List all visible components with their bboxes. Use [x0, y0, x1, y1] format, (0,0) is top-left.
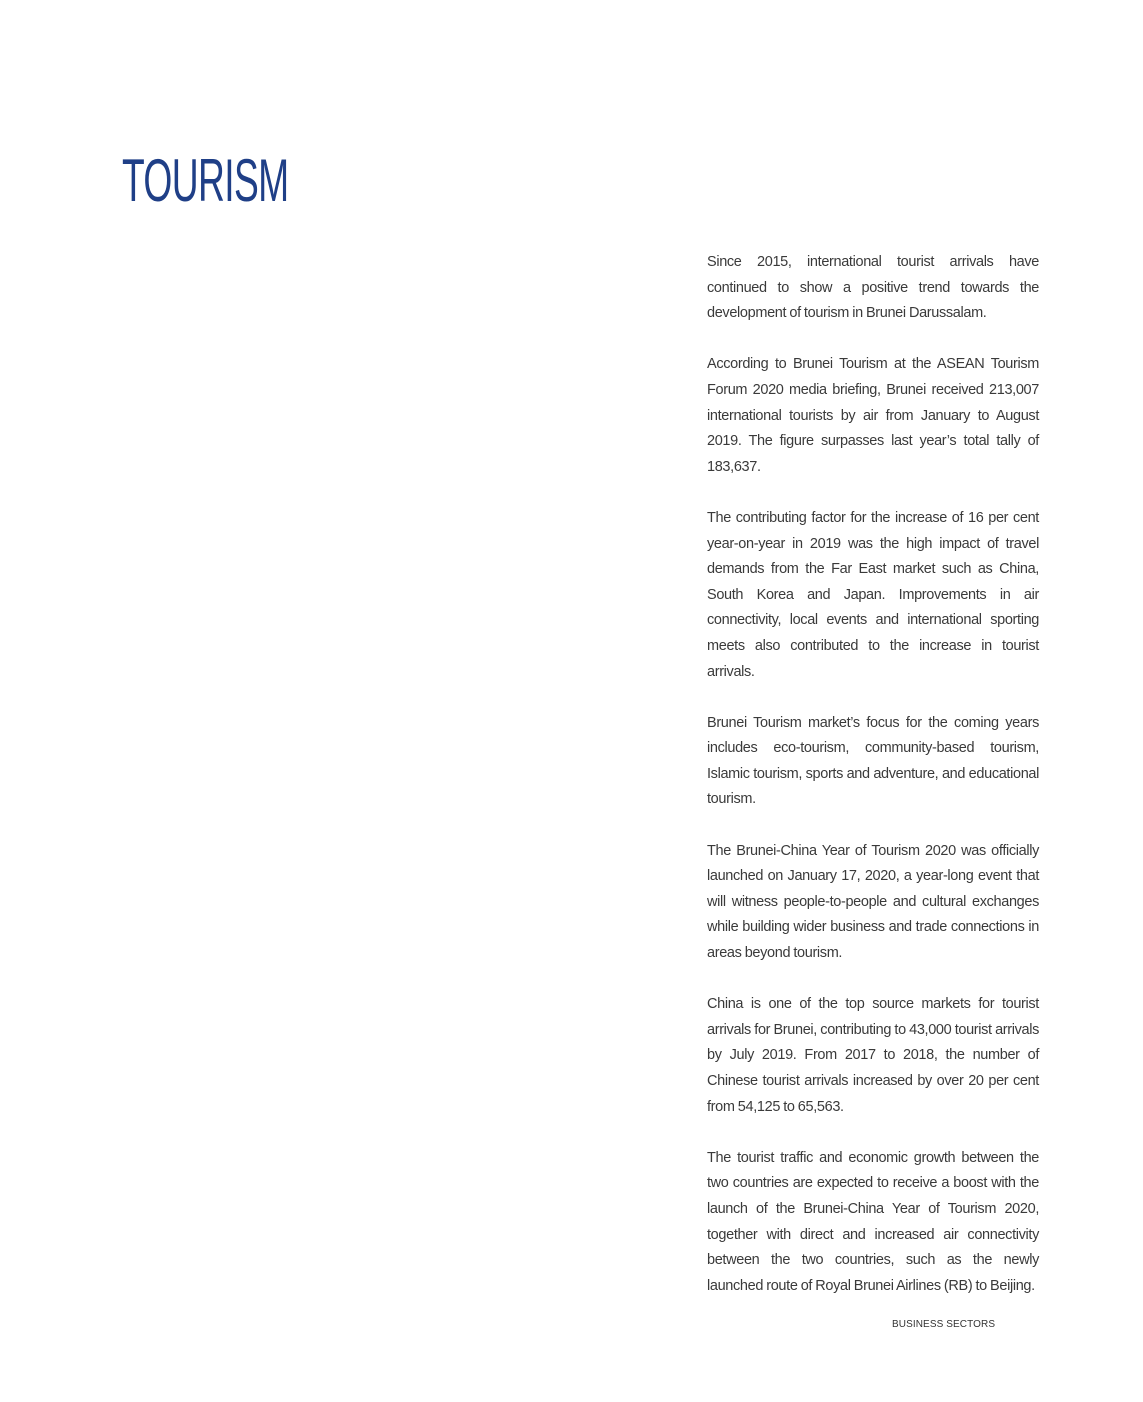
paragraph-asean-forum: According to Brunei Tourism at the ASEAN Tourism Forum 2020 media briefing, Brunei received 213,007 international tourists by air from January to August 2019. The figure surpasses last year’s total tally of 183,637. [707, 356, 1039, 475]
paragraph-intro: Since 2015, international tourist arrivals have continued to show a positive trend towards the development of tourism in Brunei Darussalam. [707, 254, 1039, 322]
article-body [707, 250, 1039, 1325]
paragraph-tourist-traffic: The tourist traffic and economic growth between the two countries are expected to receive a boost with the launch of the Brunei-China Year of Tourism 2020, together with direct and increased air connectivity between the two countries, such as the newly launched route of Royal Brunei Airlines (RB) to Beijing. [707, 1149, 1039, 1294]
page-title: TOURISM [122, 147, 289, 214]
paragraph-contributing-factors: The contributing factor for the increase of 16 per cent year-on-year in 2019 was the high impact of travel demands from the Far East market such as China, South Korea and Japan. Improvements in air connectivity, local events and international sporting meets also contributed to the increase in tourist arrivals. [707, 509, 1039, 680]
paragraph-china-source-market: China is one of the top source markets for tourist arrivals for Brunei, contributing to 43,000 tourist arrivals by July 2019. From 2017 to 2018, the number of Chinese tourist arrivals increased by over 20 per cent from 54,125 to 65,563. [707, 996, 1039, 1115]
paragraph-year-of-tourism: The Brunei-China Year of Tourism 2020 was officially launched on January 17, 2020, a year-long event that will witness people-to-people and cultural exchanges while building wider business and trade connections in areas beyond tourism. [707, 842, 1039, 962]
paragraph-market-focus: Brunei Tourism market’s focus for the coming years includes eco-tourism, community-based tourism, Islamic tourism, sports and adventure, and educational tourism. [707, 714, 1039, 808]
footer-section-label: BUSINESS SECTORS [892, 1319, 996, 1330]
